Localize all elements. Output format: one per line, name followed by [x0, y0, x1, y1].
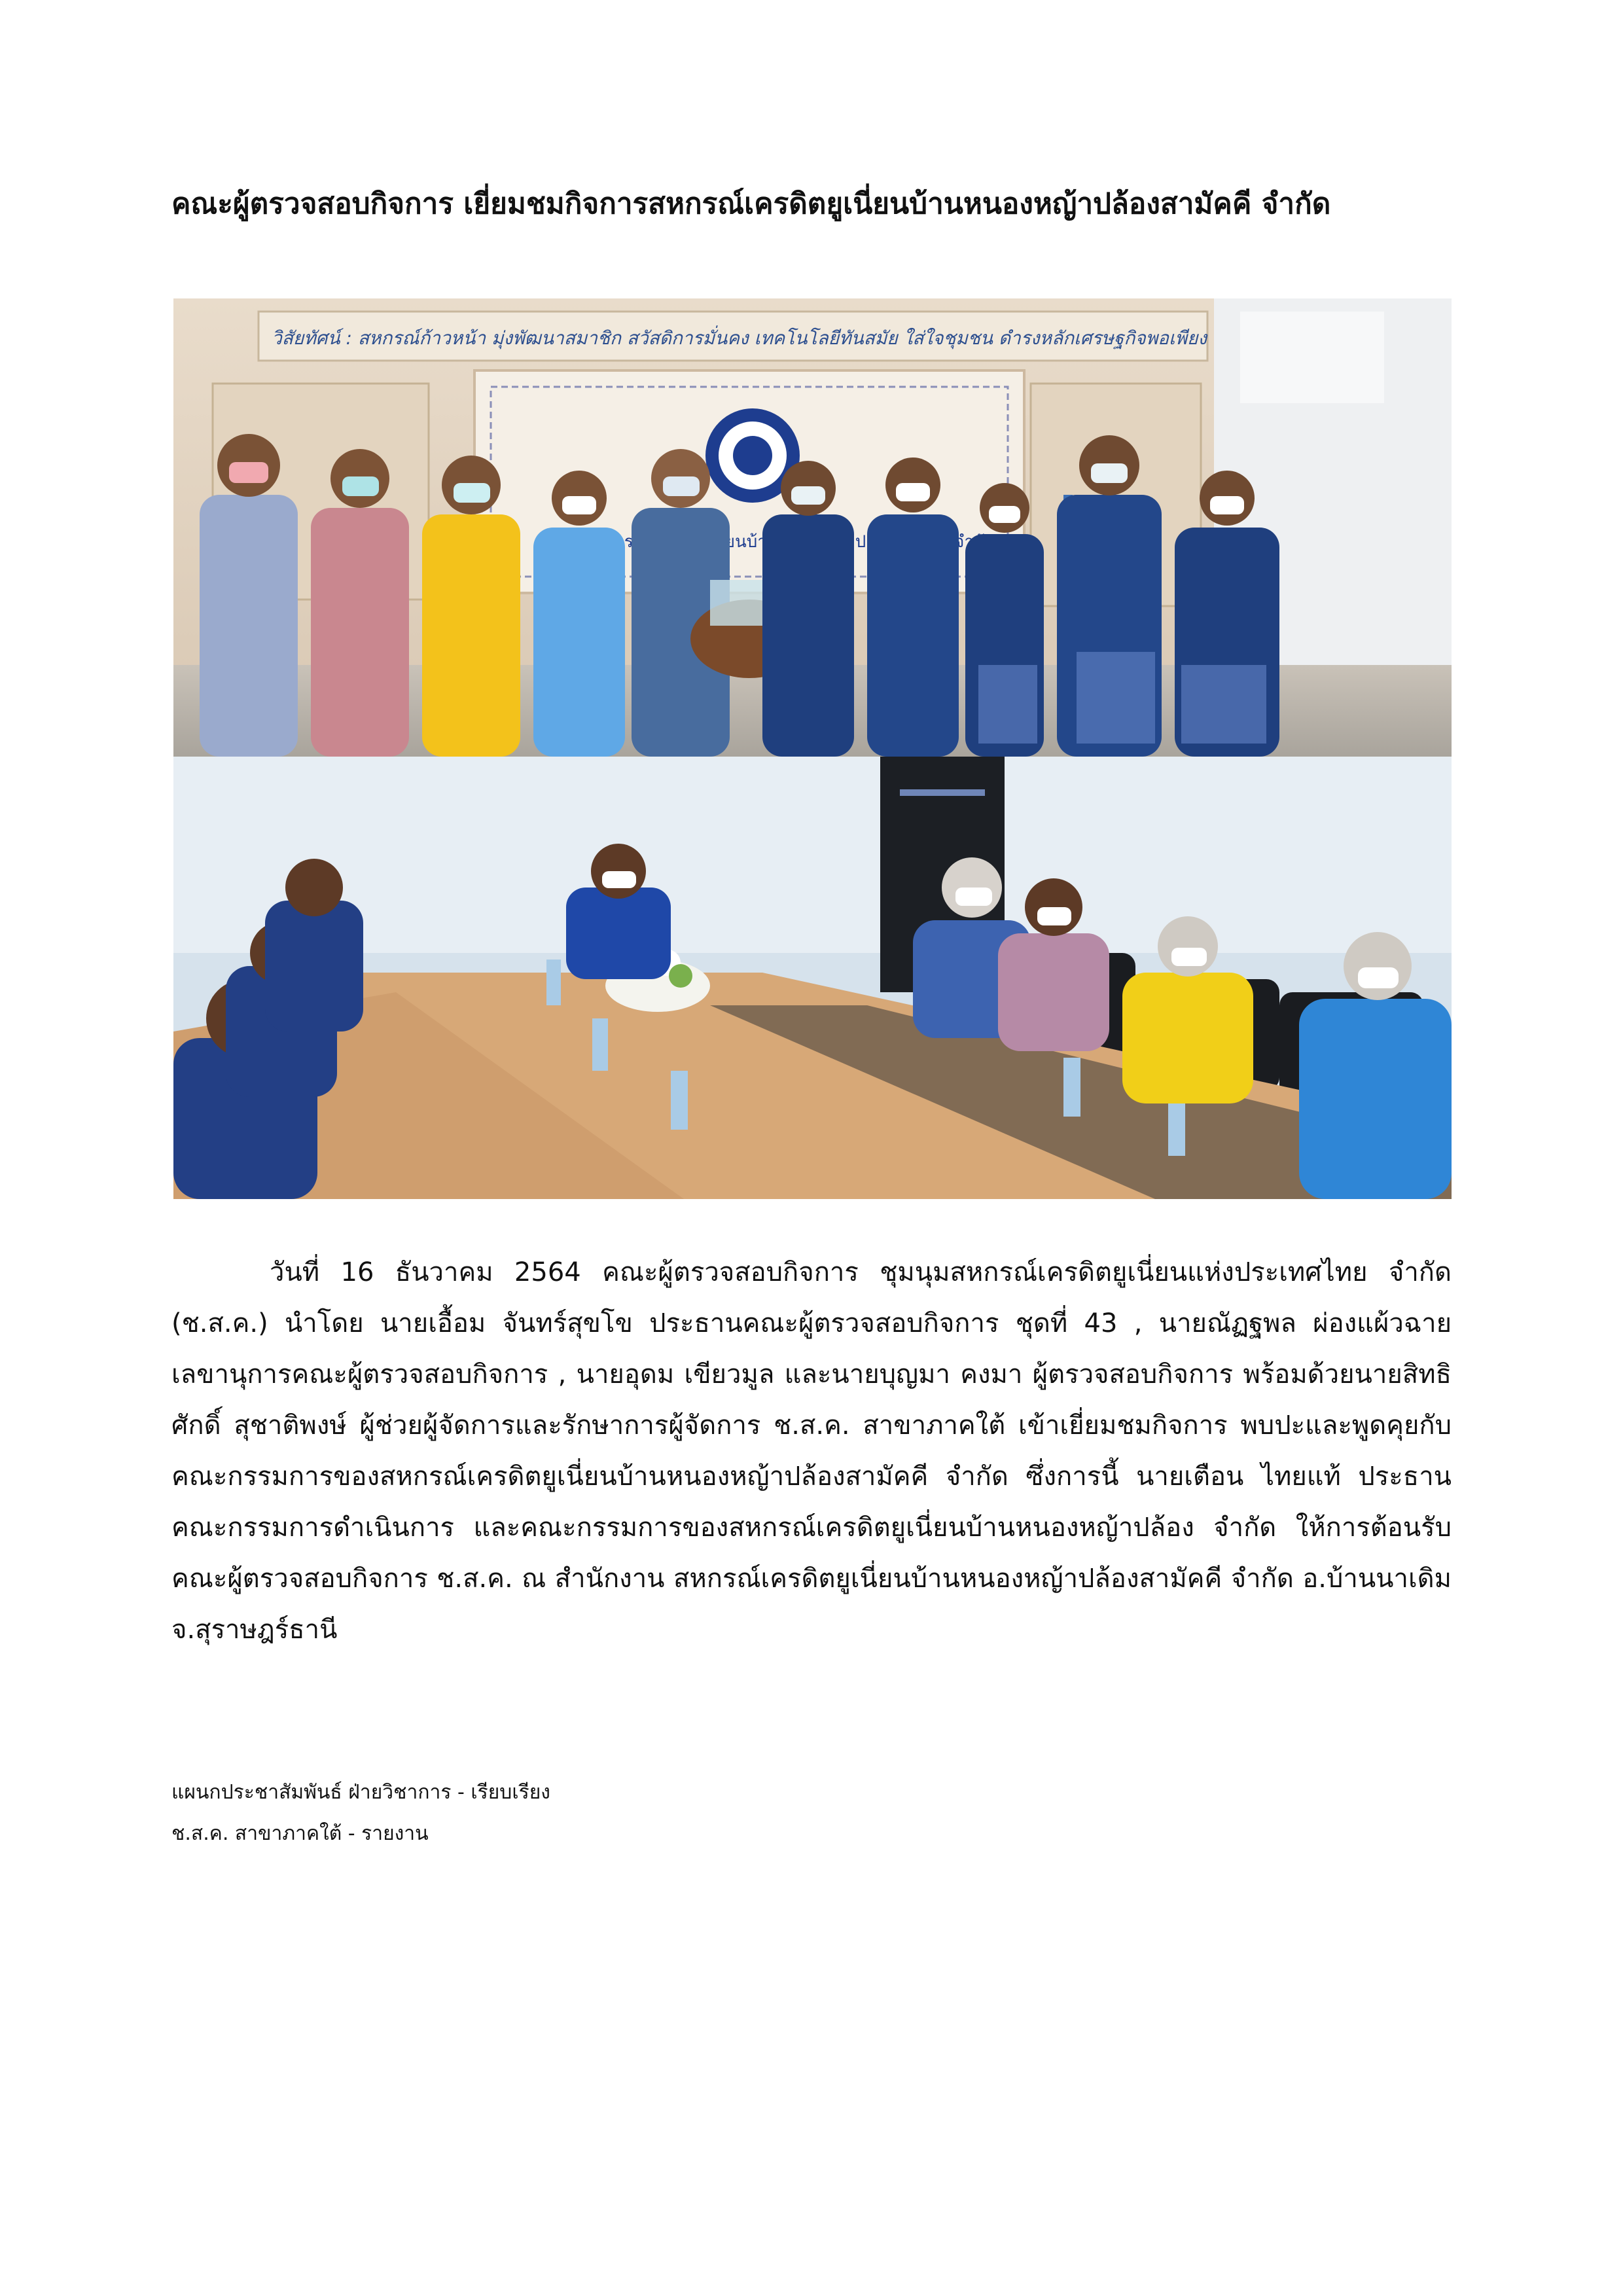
- footer-compiled-by: แผนกประชาสัมพันธ์ ฝ่ายวิชาการ - เรียบเรียง: [171, 1781, 550, 1804]
- article-body: วันที่ 16 ธันวาคม 2564 คณะผู้ตรวจสอบกิจการ ชุมนุมสหกรณ์เครดิตยูเนี่ยนแห่งประเทศไทย จำกัด (ช.ส.ค.) นำโดย นายเอื้อม จันทร์สุขโข ประธานคณะผู้ตรวจสอบกิจการ ชุดที่ 43 , นายณัฏฐพล ผ่องแผ้วฉาย เลขานุการคณะผู้ตรวจสอบกิจการ , นายอุดม เขียวมูล และนายบุญมา คงมา ผู้ตรวจสอบกิจการ พร้อมด้วยนายสิทธิศักดิ์ สุชาติพงษ์ ผู้ช่วยผู้จัดการและรักษาการผู้จัดการ ช.ส.ค. สาขาภาคใต้ เข้าเยี่ยมชมกิจการ พบปะและพูดคุยกับคณะกรรมการของสหกรณ์เครดิตยูเนี่ยนบ้านหนองหญ้าปล้องสามัคคี จำกัด ซึ่งการนี้ นายเตือน ไทยแท้ ประธานคณะกรรมการดำเนินการ และคณะกรรมการของสหกรณ์เครดิตยูเนี่ยนบ้านหนองหญ้าปล้อง จำกัด ให้การต้อนรับคณะผู้ตรวจสอบกิจการ ช.ส.ค. ณ สำนักงาน สหกรณ์เครดิตยูเนี่ยนบ้านหนองหญ้าปล้องสามัคคี จำกัด อ.บ้านนาเดิม จ.สุราษฎร์ธานี: [171, 1257, 1452, 1645]
- document-title: คณะผู้ตรวจสอบกิจการ เยี่ยมชมกิจการสหกรณ์เครดิตยูเนี่ยนบ้านหนองหญ้าปล้องสามัคคี จำกัด: [171, 187, 1331, 221]
- meeting-photo: [173, 757, 1452, 1199]
- footer-reported-by: ช.ส.ค. สาขาภาคใต้ - รายงาน: [171, 1822, 429, 1845]
- banner-text: วิสัยทัศน์ : สหกรณ์ก้าวหน้า มุ่งพัฒนาสมาชิก สวัสดิการมั่นคง เทคโนโลยีทันสมัย ใส่ใจชุมชน ดำรงหลักเศรษฐกิจพอเพียง: [272, 327, 1207, 349]
- meeting-photo-illustration: [173, 757, 1452, 1199]
- group-photo-illustration: [173, 298, 1452, 757]
- group-photo: [173, 298, 1452, 757]
